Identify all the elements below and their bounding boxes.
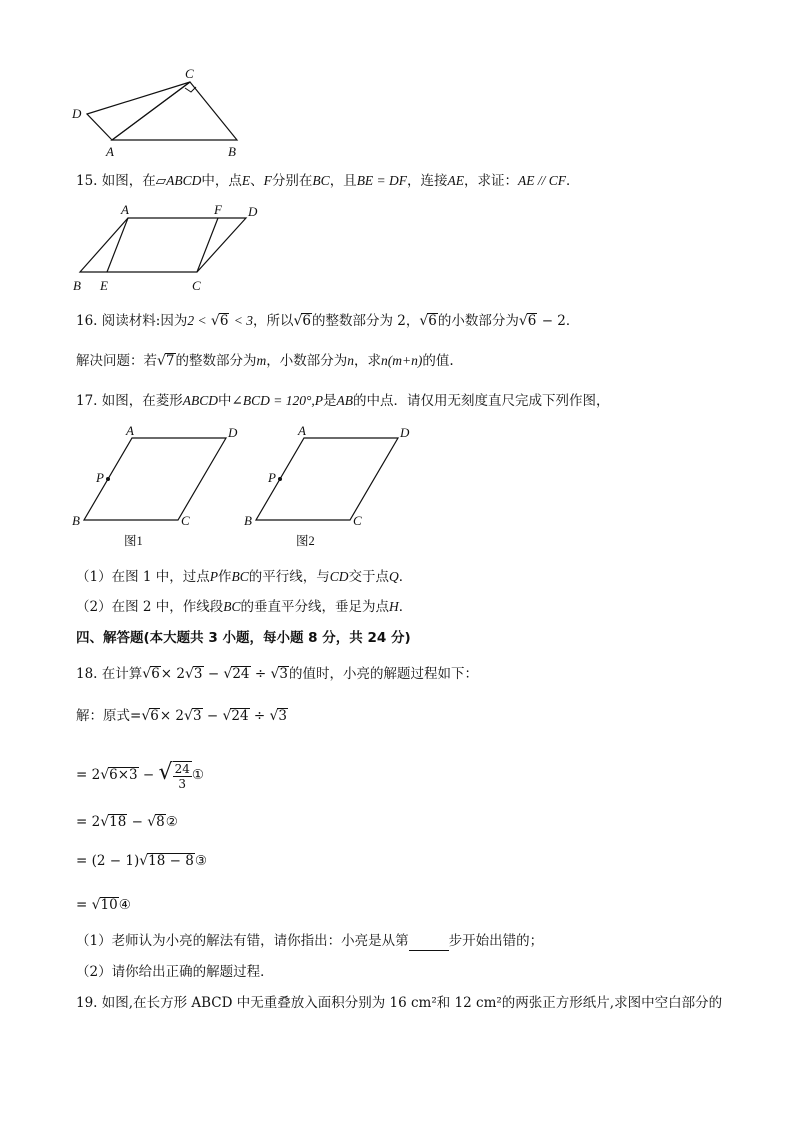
text: 在计算 [101,666,143,682]
label-a: A [298,423,306,438]
fraction-numerator: 24 [174,761,190,776]
text: = [76,767,88,783]
sqrt-symbol: √ [91,897,101,913]
text: 交于点 [348,569,390,585]
question-18-sub-2: （2）请你给出正确的解题过程． [76,964,274,980]
math-conclusion: AE // CF [518,173,567,188]
radicand: 6 [219,313,229,329]
text: ． [398,569,413,585]
answer-blank[interactable] [409,936,449,951]
text: ． [566,173,580,189]
math-abcd: ABCD [182,393,219,408]
math-bc: BC [312,173,330,188]
radicand: 3 [193,666,203,682]
math: 2 [91,814,101,830]
rhombus-2 [256,438,398,520]
sqrt-symbol: √ [158,760,173,785]
math-q: Q [389,569,399,584]
math: − [142,767,155,783]
figure-q17 [66,420,426,555]
text: = [76,814,88,830]
math-p: P [314,393,323,408]
question-number: 16. [76,313,98,329]
text: 分别在 [271,173,313,189]
sqrt-symbol: √ [518,313,528,329]
text: 中 [218,393,232,409]
question-17-sub-2 [76,597,412,617]
label-p: P [268,470,276,485]
text: 如图，在 [101,173,156,189]
radicand: 6 [151,666,160,682]
label-c: C [192,278,201,293]
section-heading: 四、解答题(本大题共 3 小题，每小题 8 分，共 24 分) [76,630,411,646]
point-p [278,477,282,481]
radicand: 8 [156,814,165,830]
label-p: P [96,470,104,485]
radicand: 6×3 [109,767,138,783]
math: × 2 [159,708,185,724]
math: − 2 [541,313,566,329]
radicand: 3 [279,666,288,682]
text: （1）老师认为小亮的解法有错，请你指出：小亮是从第 [76,933,409,949]
triangle-acb [112,82,237,140]
question-18-sub-1 [76,931,543,951]
text: 的整数部分为 [175,353,257,369]
solution-step-3 [76,851,207,871]
fraction-denominator: 3 [178,776,187,791]
radicand: 7 [165,353,175,369]
text: ，所以 [252,313,294,329]
text: 的小数部分为 [437,313,519,329]
text: ，小数部分为 [266,353,348,369]
text: 是 [322,393,337,409]
sqrt-symbol: √ [223,666,233,682]
text: = [76,853,88,869]
radicand: 6 [428,313,437,329]
sqrt-symbol: √ [147,814,157,830]
rhombus-1 [84,438,226,520]
math-m: m [256,353,267,368]
sqrt-symbol: √ [142,666,152,682]
math: ÷ [253,708,266,724]
point-p [106,477,110,481]
label-b: B [228,144,236,159]
radicand: 6 [150,708,159,724]
fraction [173,761,192,791]
sqrt-symbol: √ [184,708,193,724]
label-f: F [214,202,222,217]
caption-fig1: 图1 [124,534,143,548]
text: ． [398,599,413,615]
question-19 [76,993,722,1013]
text: 作 [218,569,232,585]
step-marker: ② [165,814,178,830]
radicand: 18 [109,814,127,830]
question-15 [76,171,580,191]
label-d: D [228,425,238,440]
label-b: B [244,513,252,528]
sqrt-symbol: √ [157,353,166,369]
radicand: 6 [527,313,537,329]
solution-step-4 [76,895,131,915]
question-number: 18. [76,666,98,682]
solution-line-0 [76,706,288,726]
math-h: H [389,599,399,614]
sqrt-symbol: √ [222,708,232,724]
question-number: 17. [76,393,98,409]
math-cd: CD [329,569,349,584]
question-17-sub-1 [76,567,412,587]
label-b: B [73,278,81,293]
math-bc: BC [223,599,241,614]
text: ，连接 [407,173,448,189]
question-16-line-2 [76,351,454,371]
question-number: 15. [76,173,98,189]
radicand: 24 [231,708,249,724]
math: − [131,814,143,830]
text: 步开始出错的； [448,933,544,949]
text: ． [565,313,580,329]
question-number: 19. [76,995,98,1011]
text: 的平行线，与 [248,569,330,585]
question-18 [76,664,478,684]
label-a: A [121,202,129,217]
math-n: n [347,353,355,368]
figure-q15 [70,200,260,295]
text: （2）在图 2 中，作线段 [76,599,224,615]
step-marker: ① [191,767,204,783]
sqrt-symbol: √ [141,708,151,724]
figure-2 [244,423,410,548]
question-16-line-1 [76,311,579,331]
math: (2 − 1) [91,853,140,869]
math-ae: AE [447,173,465,188]
radicand: 6 [302,313,311,329]
sqrt-symbol: √ [293,313,303,329]
text: 阅读材料:因为 [101,313,188,329]
math: − [206,708,219,724]
math: 2 [91,767,101,783]
label-d: D [248,204,258,219]
label-d: D [72,106,82,121]
segment-ae [107,218,128,272]
text: 的中点．请仅用无刻度直尺完成下列作图， [352,393,610,409]
text: 解：原式= [76,708,142,724]
sqrt-symbol: √ [100,767,110,783]
math-p: P [209,569,219,584]
math-expression: n(m+n) [381,353,423,368]
math-ab: AB [336,393,353,408]
label-a: A [106,144,114,159]
radicand: 10 [100,897,118,913]
text: ，且 [329,173,357,189]
label-c: C [185,66,194,81]
text: = [76,897,88,913]
sqrt-symbol: √ [419,313,429,329]
label-a: A [126,423,134,438]
text: ，求证： [464,173,519,189]
question-17 [76,391,609,411]
text: 、 [250,173,264,189]
math-condition: BE = DF [356,173,408,188]
label-e: E [100,278,108,293]
solution-step-2 [76,812,178,832]
triangle-dac [87,82,190,140]
text: 的值时，小亮的解题过程如下： [288,666,478,682]
radicand: 18 − 8 [148,853,194,869]
math: × 2 [160,666,185,682]
math: ÷ [254,666,267,682]
sqrt-symbol: √ [100,814,110,830]
solution-step-1 [76,758,204,791]
label-b: B [72,513,80,528]
text: ，求 [354,353,382,369]
math: − [207,666,220,682]
radicand: 24 [232,666,250,682]
step-marker: ④ [118,897,131,913]
parallelogram-abcd [80,218,246,272]
math-shape: ▱ABCD [155,173,202,188]
segment-cf [197,218,218,272]
math-bc: BC [231,569,249,584]
math-e: E [241,173,251,188]
text: 的值. [422,353,454,369]
label-d: D [400,425,410,440]
caption-fig2: 图2 [296,534,315,548]
math: 2 < [187,313,207,328]
sqrt-symbol: √ [270,666,280,682]
math-angle: ∠BCD = 120°, [231,393,315,408]
sqrt-symbol: √ [139,853,149,869]
math: < 3 [233,313,253,328]
text: 如图，在菱形 [101,393,183,409]
figure-1 [72,423,238,548]
sqrt-symbol: √ [210,313,220,329]
text: 解决问题：若 [76,353,157,369]
text: （1）在图 1 中，过点 [76,569,210,585]
text: 如图,在长方形 ABCD 中无重叠放入面积分别为 16 cm²和 12 cm²的两张正方形纸片,求图中空白部分的 [101,995,723,1011]
text: 中，点 [201,173,242,189]
radicand: 3 [192,708,202,724]
text: 的垂直平分线，垂足为点 [240,599,390,615]
figure-q14 [70,62,250,162]
text: 的整数部分为 2， [311,313,420,329]
step-marker: ③ [194,853,207,869]
sqrt-symbol: √ [269,708,279,724]
label-c: C [181,513,190,528]
sqrt-symbol: √ [185,666,194,682]
math-f: F [263,173,272,188]
label-c: C [353,513,362,528]
radicand: 3 [278,708,287,724]
